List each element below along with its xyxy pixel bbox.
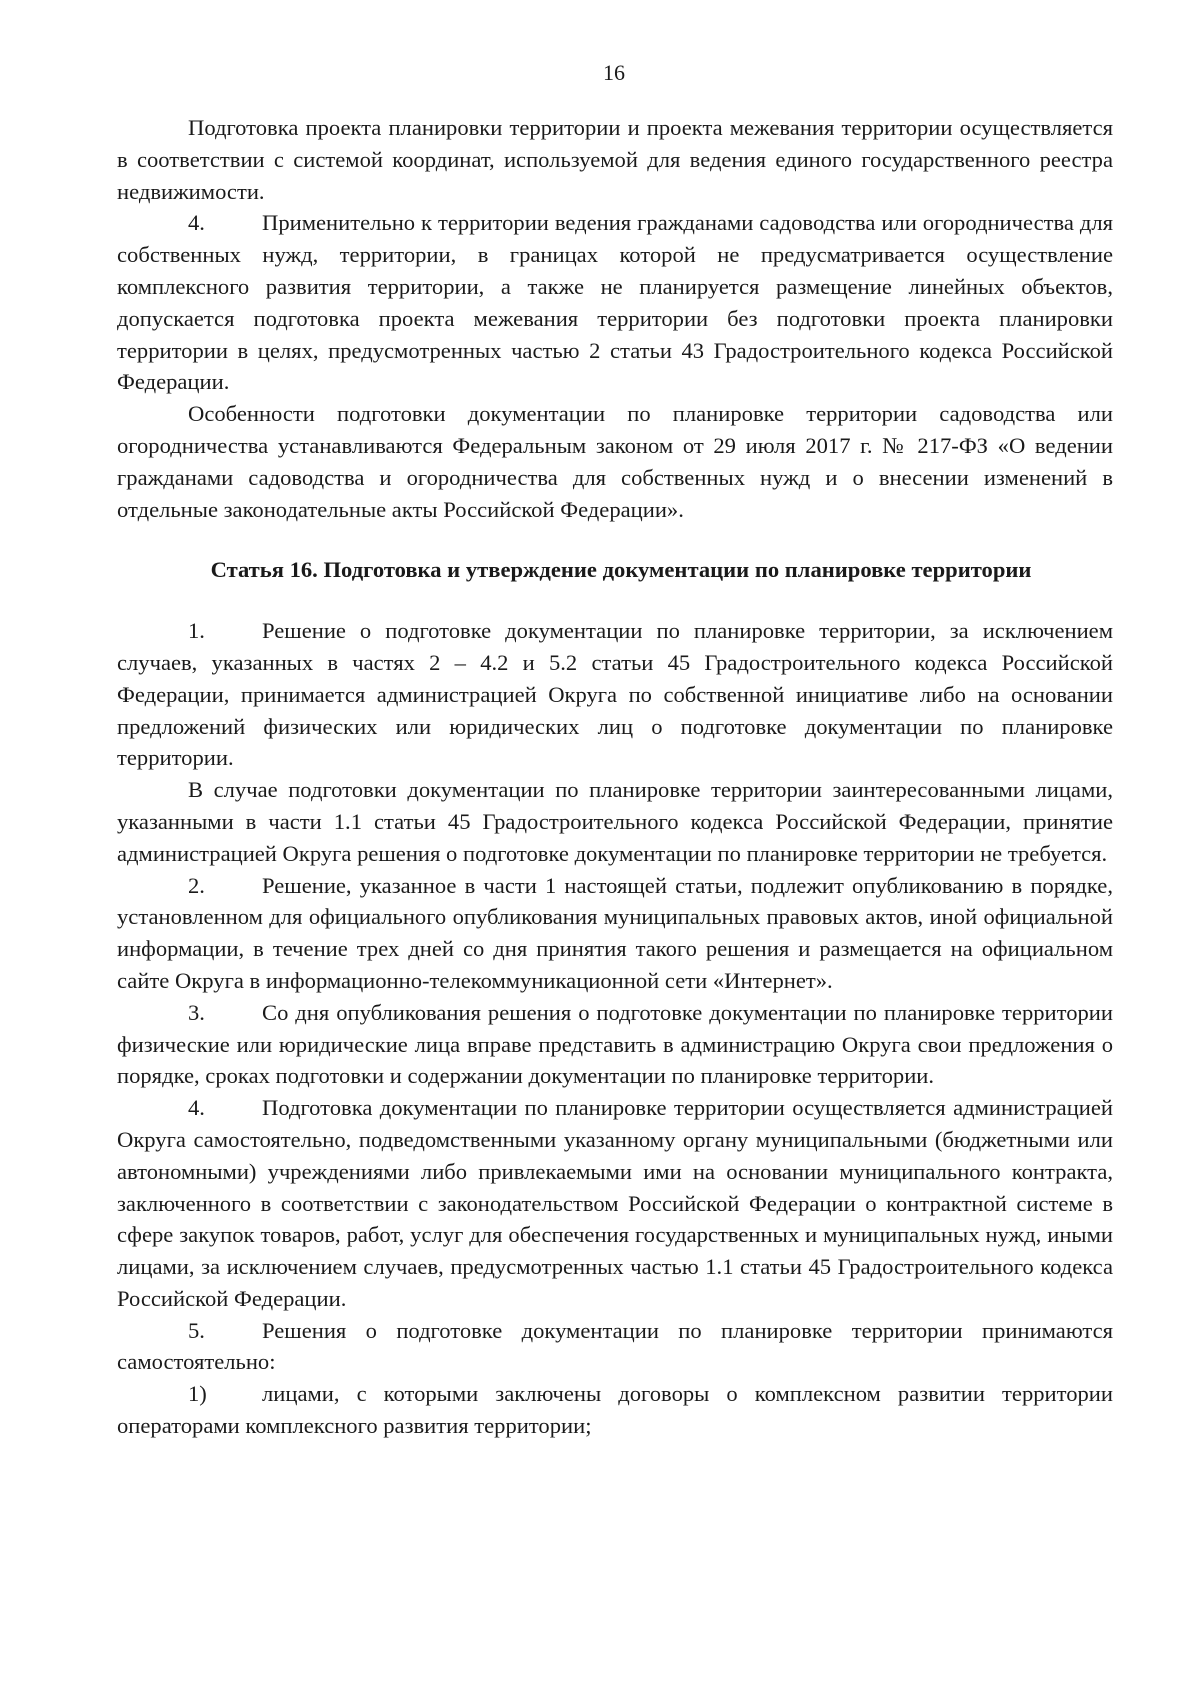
paragraph-text: Особенности подготовки документации по планировке территории садоводства или огородничества устанавливаются Федеральным законом от 29 июля 2017 г. № 217-ФЗ «О ведении гражданами садоводства и огородничества для собственных нужд и о внесении изменений в отдельные законодательные акты Российской Федерации».: [117, 401, 1113, 522]
paragraphs-before: [117, 112, 1113, 525]
paragraph-number: 1): [188, 1381, 207, 1407]
paragraph-text: лицами, с которыми заключены договоры о комплексном развитии территории операторами комплексного развития территории;: [117, 1381, 1113, 1439]
paragraph-number: 4.: [188, 1095, 205, 1121]
paragraph: [117, 1315, 1113, 1379]
article-heading: Статья 16. Подготовка и утверждение документации по планировке территории: [210, 557, 1032, 583]
document-body: [117, 112, 1113, 1442]
paragraph-number: 1.: [188, 618, 205, 644]
paragraph: [117, 615, 1113, 774]
paragraph-text: Решения о подготовке документации по планировке территории принимаются самостоятельно:: [117, 1317, 1113, 1375]
paragraph: [117, 1092, 1113, 1315]
paragraph-number: 2.: [188, 872, 205, 898]
paragraph-text: В случае подготовки документации по планировке территории заинтересованными лицами, указанными в части 1.1 статьи 45 Градостроительного кодекса Российской Федерации, принятие администрацией Округа решения о подготовке документации по планировке территории не требуется.: [117, 777, 1113, 866]
paragraphs-after: [117, 615, 1113, 1442]
paragraph: [117, 207, 1113, 398]
paragraph: [117, 112, 1113, 207]
paragraph: [117, 774, 1113, 869]
paragraph: [117, 398, 1113, 525]
paragraph-number: 4.: [188, 210, 205, 236]
paragraph-text: Подготовка проекта планировки территории и проекта межевания территории осуществляется в соответствии с системой координат, используемой для ведения единого государственного реестра недвижимости.: [117, 115, 1113, 204]
paragraph-number: 5.: [188, 1317, 205, 1343]
paragraph: [117, 997, 1113, 1092]
page-number: 16: [603, 60, 625, 85]
paragraph-text: Решение о подготовке документации по планировке территории, за исключением случаев, указанных в частях 2 – 4.2 и 5.2 статьи 45 Градостроительного кодекса Российской Федерации, принимается администрацией Округа по собственной инициативе либо на основании предложений физических или юридических лиц о подготовке документации по планировке территории.: [117, 618, 1113, 771]
paragraph-text: Решение, указанное в части 1 настоящей статьи, подлежит опубликованию в порядке, установленном для официального опубликования муниципальных правовых актов, иной официальной информации, в течение трех дней со дня принятия такого решения и размещается на официальном сайте Округа в информационно-телекоммуникационной сети «Интернет».: [117, 872, 1113, 993]
paragraph-text: Применительно к территории ведения гражданами садоводства или огородничества для собственных нужд, территории, в границах которой не предусматривается осуществление комплексного развития территории, а также не планируется размещение линейных объектов, допускается подготовка проекта межевания территории без подготовки проекта планировки территории в целях, предусмотренных частью 2 статьи 43 Градостроительного кодекса Российской Федерации.: [117, 210, 1113, 395]
paragraph-number: 3.: [188, 999, 205, 1025]
paragraph-text: Подготовка документации по планировке территории осуществляется администрацией Округа самостоятельно, подведомственными указанному органу муниципальными (бюджетными или автономными) учреждениями либо привлекаемыми ими на основании муниципального контракта, заключенного в соответствии с законодательством Российской Федерации о контрактной системе в сфере закупок товаров, работ, услуг для обеспечения государственных и муниципальных нужд, иными лицами, за исключением случаев, предусмотренных частью 1.1 статьи 45 Градостроительного кодекса Российской Федерации.: [117, 1095, 1113, 1311]
paragraph: [117, 1378, 1113, 1442]
paragraph: [117, 870, 1113, 997]
paragraph-text: Со дня опубликования решения о подготовке документации по планировке территории физические или юридические лица вправе представить в администрацию Округа свои предложения о порядке, сроках подготовки и содержании документации по планировке территории.: [117, 999, 1113, 1089]
